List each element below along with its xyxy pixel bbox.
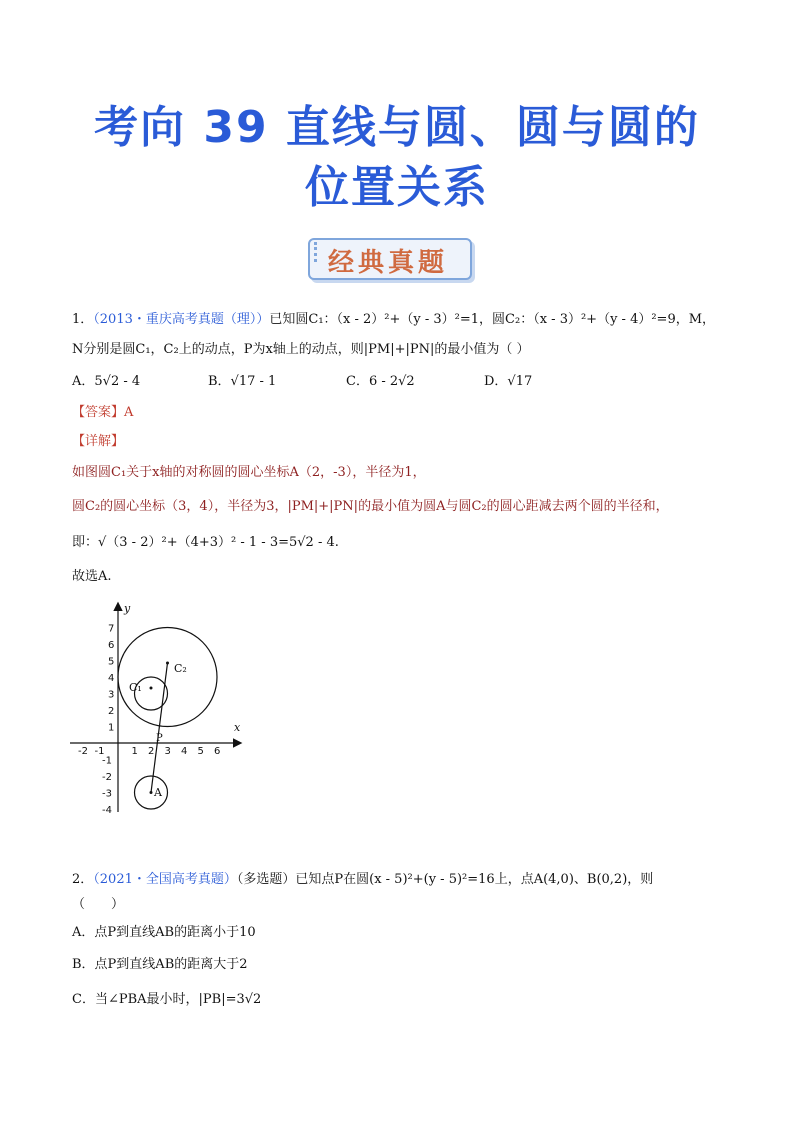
label-p: P: [156, 733, 163, 744]
y-tick-label: 5: [108, 656, 115, 668]
y-tick-label: -4: [102, 805, 112, 815]
y-tick-label: -3: [102, 788, 112, 800]
point-c2: [166, 662, 169, 665]
x-tick-label: 5: [197, 746, 204, 757]
q1-detail-label: 【详解】: [72, 434, 125, 449]
y-tick-label: 3: [108, 689, 115, 701]
q1-answer: 【答案】A: [72, 405, 134, 420]
label-a: A: [154, 786, 162, 799]
y-tick-label: 1: [108, 722, 115, 734]
page-title-line-2: 位置关系: [305, 162, 489, 213]
q1-number: 1．: [72, 312, 94, 327]
label-c2: C₂: [174, 662, 187, 675]
q1-solution-1: 如图圆C₁关于x轴的对称圆的圆心坐标A（2，-3），半径为1，: [72, 465, 426, 480]
y-tick-label: 4: [108, 673, 115, 684]
q2-stem-line-1: [72, 870, 653, 890]
q2-option-c: C．当∠PBA最小时，|PB|=3√2: [72, 992, 262, 1007]
q1-stem-line-1: [72, 310, 715, 330]
x-tick-label: 6: [214, 746, 221, 757]
q1-option-c: C．6 - 2√2: [346, 374, 415, 389]
x-tick-label: 3: [164, 746, 171, 757]
x-tick-label: -1: [94, 746, 105, 757]
y-tick-label: -2: [102, 772, 112, 783]
q1-solution-4: 故选A.: [72, 569, 112, 584]
point-c1: [150, 687, 153, 690]
q2-option-b: B．点P到直线AB的距离大于2: [72, 957, 248, 972]
q2-source: （2021・全国高考真题）: [93, 872, 237, 887]
q1-text-2: N分别是圆C₁，C₂上的动点，P为x轴上的动点，则|PM|+|PN|的最小值为（ ）: [72, 342, 530, 357]
section-badge: [300, 232, 476, 282]
x-axis-label: x: [234, 721, 241, 734]
q1-solution-2: 圆C₂的圆心坐标（3，4），半径为3，|PM|+|PN|的最小值为圆A与圆C₂的圆心距减去两个圆的半径和，: [72, 499, 669, 514]
q2-option-a: A．点P到直线AB的距离小于10: [72, 925, 256, 940]
q2-text-1: （多选题）已知点P在圆(x - 5)²+(y - 5)²=16上，点A(4,0)、B(0,2)，则: [236, 872, 654, 887]
coordinate-graph: [70, 600, 250, 815]
q1-text-1: 已知圆C₁：（x - 2）²+（y - 3）²=1，圆C₂：（x - 3）²+（y - 4）²=9，M，: [269, 312, 716, 327]
y-tick-label: 7: [108, 623, 115, 635]
circle-c2: [118, 628, 217, 727]
x-tick-label: 1: [131, 746, 138, 757]
point-a: [150, 791, 153, 794]
x-tick-label: 2: [148, 746, 155, 757]
q2-text-2: （ ）: [72, 897, 125, 912]
y-tick-label: -1: [102, 755, 112, 767]
q1-option-b: B．√17 - 1: [208, 374, 277, 389]
x-tick-label: -2: [78, 746, 88, 757]
q2-number: 2．: [72, 872, 94, 887]
q1-solution-3: 即：√（3 - 2）²+（4+3）² - 1 - 3=5√2 - 4.: [72, 535, 339, 550]
y-tick-label: 6: [108, 640, 115, 651]
page-title-line-1: 考向 39 直线与圆、圆与圆的: [94, 102, 700, 153]
q1-option-a: A．5√2 - 4: [72, 374, 141, 389]
y-tick-label: 2: [108, 706, 115, 717]
segment-a-c2: [151, 663, 168, 793]
q1-option-d: D．√17: [484, 374, 533, 389]
y-axis-label: y: [124, 602, 131, 615]
q1-source: （2013・重庆高考真题（理））: [93, 312, 270, 327]
label-c1: C₁: [129, 681, 142, 694]
x-tick-label: 4: [181, 746, 188, 757]
badge-label: 经典真题: [327, 248, 448, 278]
